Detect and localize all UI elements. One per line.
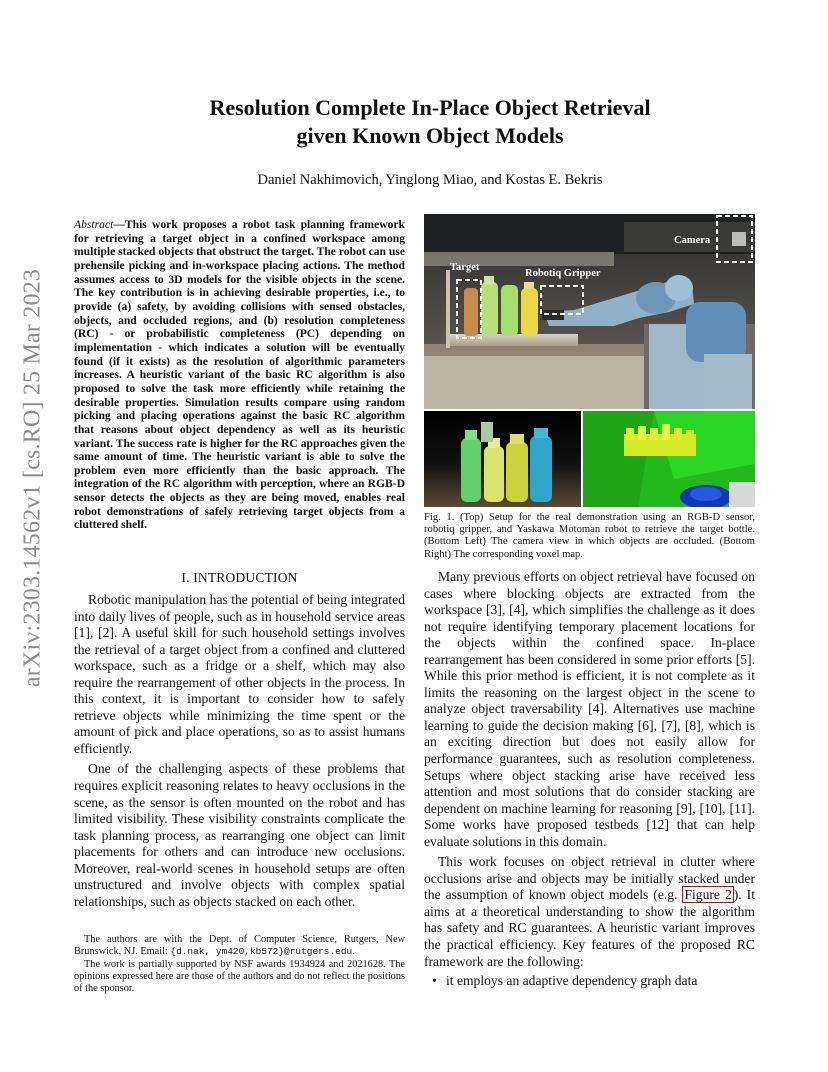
email-addresses: {d.nak, ym420,kb572}@rutgers.edu [170, 946, 353, 958]
intro-paragraph-2: One of the challenging aspects of these problems that requires explicit reasoning relates to heavy occlusions in the scene, as the sensor is often mounted on the robot and has limited visibility. These visibility constraints complicate the task planning process, as rearranging one object can limit placements for others and can introduce new occlusions. Moreover, real-world scenes in household setups are often unstructured and involve objects with complex spatial relationships, such as objects stacked on each other. [74, 761, 405, 909]
right-paragraph-1: Many previous efforts on object retrieval have focused on cases where blocking objects are extracted from the workspace [3], [4], which simplifies the challenge as it does not require identifying temporary placement locations for the objects within the confined space. In-place rearrangement has been considered in some prior efforts [5]. While this prior method is efficient, it is not complete as it limits the reasoning on the largest object in the scene to analyze object traversability [4]. Alternatives use machine learning to guide the decision making [6], [7], [8], which is an exciting direction but does not easily allow for performance guarantees, such as resolution completeness. Setups where object stacking arise have received less attention and most solutions that do consider stacking are dependent on machine learning for reasoning [9], [10], [11]. Some works have proposed testbeds [12] that can help evaluate solutions in this domain. [424, 569, 755, 849]
real-setup-photo [424, 214, 755, 409]
abstract [74, 218, 405, 532]
abstract-lead: Abstract [74, 218, 114, 231]
bullet-dot: • [432, 973, 437, 988]
footnote [74, 934, 405, 995]
title-line-1: Resolution Complete In-Place Object Retrieval [209, 95, 651, 120]
footnote-funding: The work is partially supported by NSF awards 1934924 and 2021628. The opinions expressed here are those of the authors and do not reflect the positions of the sponsor. [74, 958, 405, 995]
label-robotiq-gripper: Robotiq Gripper [525, 268, 601, 279]
label-target: Target [450, 262, 480, 273]
figure-2-link[interactable]: Figure 2 [684, 887, 732, 903]
feature-bullet-item [424, 973, 755, 990]
footnote-affiliation: The authors are with the Dept. of Computer Science, Rutgers, New Brunswick, NJ. Email: {d.nak, ym420,kb572}@rutgers.edu. [74, 934, 405, 958]
title-line-2: given Known Object Models [296, 123, 564, 148]
figure-1 [424, 214, 755, 507]
paper-title [110, 94, 750, 150]
right-column-body [424, 569, 755, 970]
left-column-body [74, 592, 405, 910]
simulated-camera-view [424, 411, 581, 507]
label-camera: Camera [674, 235, 711, 246]
arxiv-identifier-text: arXiv:2303.14562v1 [cs.RO] 25 Mar 2023 [19, 268, 46, 688]
figure-1-caption: Fig. 1. (Top) Setup for the real demonstration using an RGB-D sensor, robotiq gripper, and Yaskawa Motoman robot to retrieve the target bottle. (Bottom Left) The camera view in which objects are occluded. (Bottom Right) The corresponding voxel map. [424, 512, 755, 560]
author-list: Daniel Nakhimovich, Yinglong Miao, and Kostas E. Bekris [257, 172, 603, 188]
section-heading-introduction: I. INTRODUCTION [181, 570, 298, 585]
arxiv-identifier [18, 268, 48, 688]
bullet-text: it employs an adaptive dependency graph data [446, 973, 698, 988]
intro-paragraph-1: Robotic manipulation has the potential of being integrated into daily lives of people, such as in household service areas [1], [2]. A useful skill for such household settings involves the retrieval of a target object from a confined and cluttered workspace, such as a fridge or a shelf, which may also require the rearrangement of other objects in the process. In this context, it is important to consider how to safely retrieve objects while minimizing the time spent or the amount of pick and place operations, so as to assist humans efficiently. [74, 592, 405, 756]
voxel-map-view [583, 411, 755, 507]
right-paragraph-2: This work focuses on object retrieval in clutter where occlusions arise and objects may be initially stacked under the assumption of known object models (e.g. Figure 2 ). It aims at a theoretical understanding to show the algorithm has safety and RC guarantees. A heuristic variant improves the practical efficiency. Key features of the proposed RC framework are the following: [424, 854, 755, 969]
abstract-text: —This work proposes a robot task planning framework for retrieving a target object in a confined workspace among multiple stacked objects that obstruct the target. The robot can use prehensile picking and in-workspace placing actions. The method assumes access to 3D models for the visible objects in the scene. The key contribution is in achieving desirable properties, i.e., to provide (a) safety, by avoiding collisions with sensed obstacles, objects, and occluded regions, and (b) resolution completeness (RC) - or probabilistic completeness (PC) depending on implementation - which indicates a solution will be eventually found (if it exists) as the resolution of algorithmic parameters increases. A heuristic variant of the basic RC algorithm is also proposed to solve the task more efficiently while retaining the desirable properties. Simulation results compare using random picking and placing operations against the basic RC algorithm that reasons about object dependency as well as its heuristic variant. The success rate is higher for the RC approaches given the same amount of time. The heuristic variant is able to solve the problem even more efficiently than the basic approach. The integration of the RC algorithm with perception, where an RGB-D sensor detects the objects as they are being moved, enables real robot demonstrations of safely retrieving target objects from a cluttered shelf. [74, 218, 405, 532]
